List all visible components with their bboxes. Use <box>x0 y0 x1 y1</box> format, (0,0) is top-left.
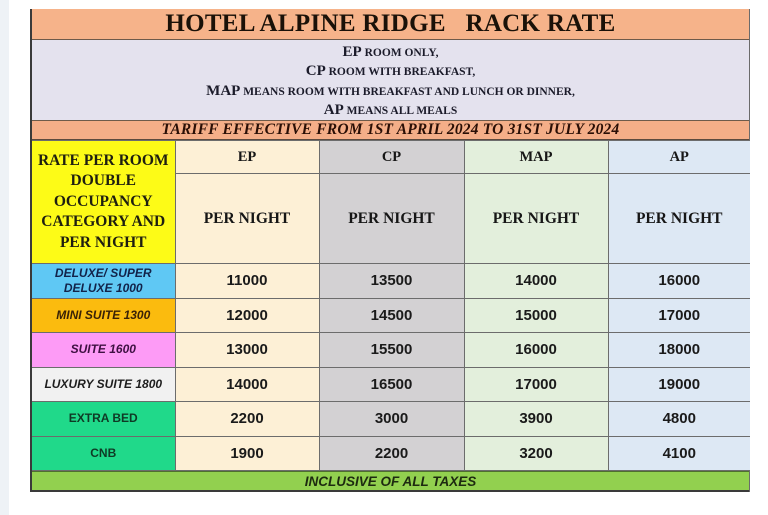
column-header-cp: CP <box>319 141 464 174</box>
table-row <box>32 402 750 437</box>
rate-cell: 15500 <box>319 333 464 368</box>
rate-cell: 12000 <box>175 298 319 333</box>
legend-cp <box>306 61 476 81</box>
category-cnb: CNB <box>32 436 175 471</box>
legend-ep <box>343 42 439 62</box>
table-row <box>32 298 750 333</box>
rate-cell: 4800 <box>608 402 750 437</box>
unit-label-cp: PER NIGHT <box>319 174 464 264</box>
column-header-ap: AP <box>608 141 750 174</box>
plan-header-row <box>32 141 750 174</box>
rate-cell: 16000 <box>608 264 750 299</box>
category-mini-suite: MINI SUITE 1300 <box>32 298 175 333</box>
rate-cell: 14000 <box>175 367 319 402</box>
legend-key: EP <box>342 43 362 60</box>
rate-cell: 1900 <box>175 436 319 471</box>
corner-label: RATE PER ROOM DOUBLE OCCUPANCY CATEGORY AND PER NIGHT <box>32 141 175 264</box>
taxes-note: INCLUSIVE OF ALL TAXES <box>32 471 749 492</box>
unit-label-ep: PER NIGHT <box>175 174 319 264</box>
category-suite: SUITE 1600 <box>32 333 175 368</box>
legend-text: MEANS ROOM WITH BREAKFAST AND LUNCH OR DINNER, <box>240 85 575 98</box>
rate-cell: 13500 <box>319 264 464 299</box>
rate-cell: 3000 <box>319 402 464 437</box>
legend-text: ROOM WITH BREAKFAST, <box>325 66 476 78</box>
rate-cell: 16500 <box>319 367 464 402</box>
category-luxury-suite: LUXURY SUITE 1800 <box>32 367 175 402</box>
column-header-map: MAP <box>464 141 608 174</box>
legend-key: CP <box>305 63 326 79</box>
legend-map <box>206 81 575 101</box>
unit-label-map: PER NIGHT <box>464 174 608 264</box>
category-deluxe: DELUXE/ SUPER DELUXE 1000 <box>32 264 175 299</box>
rate-cell: 3900 <box>464 402 608 437</box>
meal-plan-legend <box>32 40 749 121</box>
rate-table <box>32 140 750 471</box>
table-row <box>32 333 750 368</box>
rate-cell: 17000 <box>464 367 608 402</box>
category-extra-bed: EXTRA BED <box>32 402 175 437</box>
rate-cell: 2200 <box>175 402 319 437</box>
table-row <box>32 367 750 402</box>
rate-cell: 14000 <box>464 264 608 299</box>
legend-key: MAP <box>206 82 241 99</box>
rate-cell: 15000 <box>464 298 608 333</box>
rate-cell: 17000 <box>608 298 750 333</box>
rate-cell: 3200 <box>464 436 608 471</box>
legend-key: AP <box>323 102 344 118</box>
table-row <box>32 264 750 299</box>
rate-cell: 2200 <box>319 436 464 471</box>
rate-cell: 11000 <box>175 264 319 299</box>
rate-cell: 19000 <box>608 367 750 402</box>
column-header-ep: EP <box>175 141 319 174</box>
page-margin <box>0 0 9 515</box>
legend-ap <box>324 100 457 120</box>
rate-cell: 14500 <box>319 298 464 333</box>
rate-cell: 16000 <box>464 333 608 368</box>
legend-text: MEANS ALL MEALS <box>343 105 458 117</box>
rate-cell: 4100 <box>608 436 750 471</box>
rate-cell: 13000 <box>175 333 319 368</box>
rack-rate-sheet <box>30 9 750 492</box>
hotel-title: HOTEL ALPINE RIDGE RACK RATE <box>32 9 749 40</box>
unit-label-ap: PER NIGHT <box>608 174 750 264</box>
rate-cell: 18000 <box>608 333 750 368</box>
table-row <box>32 436 750 471</box>
legend-text: ROOM ONLY, <box>361 46 439 59</box>
tariff-effective-banner: TARIFF EFFECTIVE FROM 1ST APRIL 2024 TO 31ST JULY 2024 <box>32 121 749 140</box>
